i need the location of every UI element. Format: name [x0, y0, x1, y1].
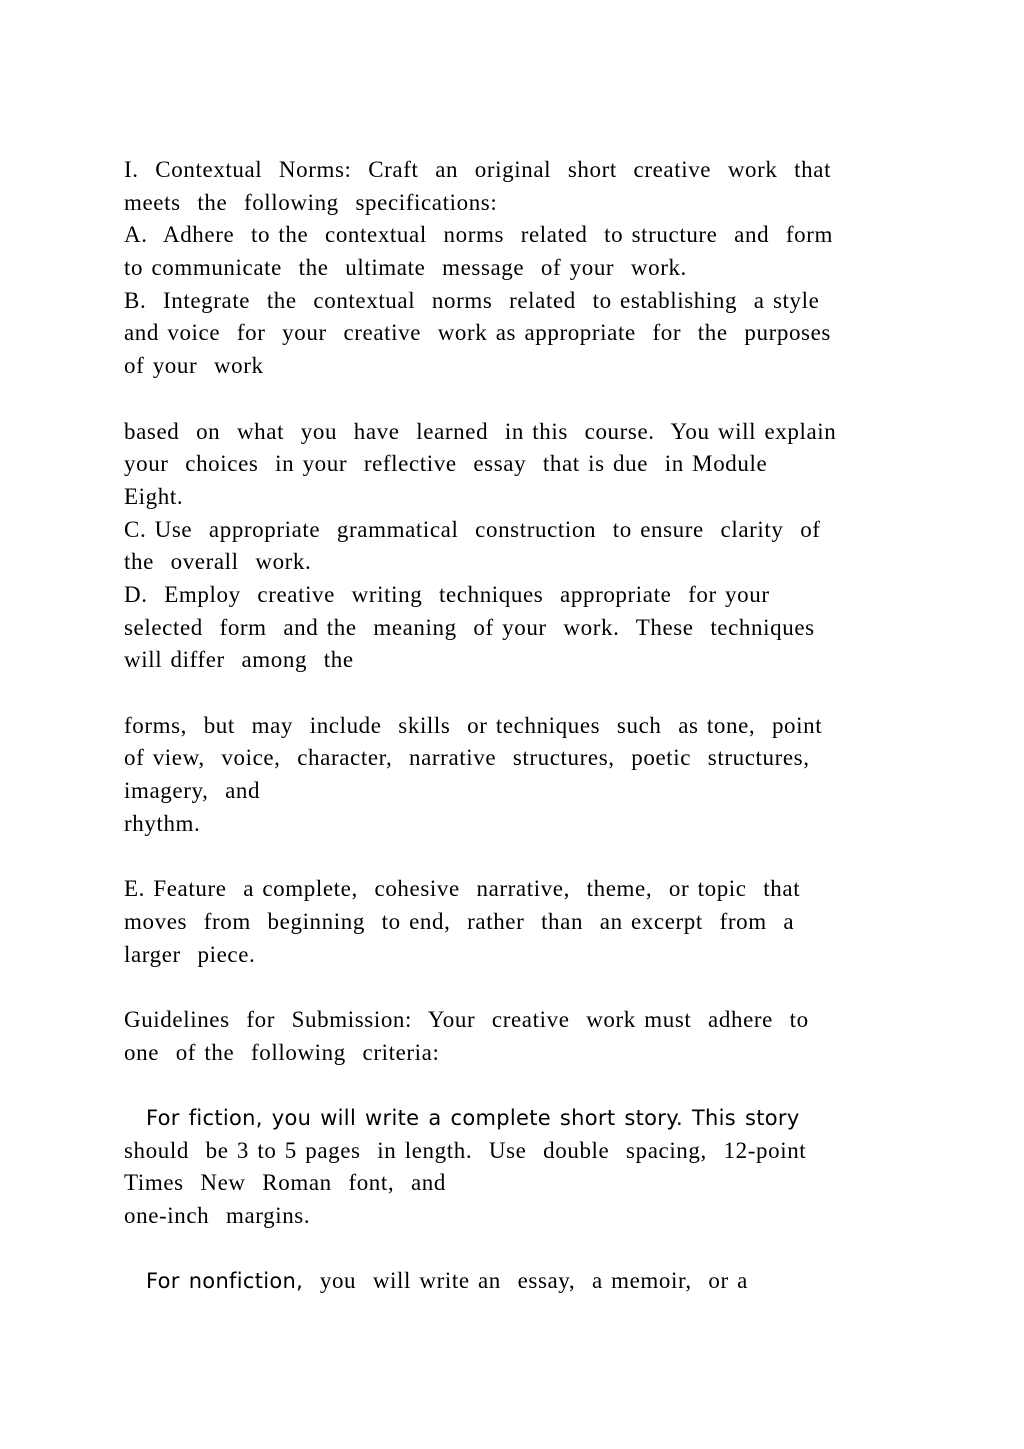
text-line: Guidelines for Submission: Your creative work must adhere to [124, 1006, 809, 1032]
text-line: Eight. [124, 483, 184, 509]
text-line: Times New Roman font, and [124, 1170, 446, 1196]
text-line: larger piece. [124, 941, 256, 967]
blank-line [124, 383, 914, 416]
text-line: I. Contextual Norms: Craft an original short creative work that [124, 157, 832, 182]
bullet-item-fiction [124, 1102, 914, 1135]
blank-line [124, 1233, 914, 1266]
text-line: B. Integrate the contextual norms related to establishing a style [124, 287, 820, 313]
text-line: the overall work. [124, 549, 312, 575]
text-line: to communicate the ultimate message of your work. [124, 255, 687, 281]
blank-line [124, 840, 914, 873]
text-line: A. Adhere to the contextual norms related to structure and form [124, 222, 833, 248]
text-line: E. Feature a complete, cohesive narrative, theme, or topic that [124, 876, 801, 902]
text-line: based on what you have learned in this course. You will explain [124, 418, 837, 444]
text-line: C. Use appropriate grammatical construction to ensure clarity of [124, 516, 821, 542]
blank-line [124, 1069, 914, 1102]
text-line: will differ among the [124, 647, 354, 673]
blank-line [124, 971, 914, 1004]
text-line: should be 3 to 5 pages in length. Use double spacing, 12-point [124, 1137, 807, 1163]
text-line: your choices in your reflective essay that is due in Module [124, 451, 768, 477]
bullet-lead-text: For nonfiction, [146, 1269, 304, 1294]
text-line: rhythm. [124, 810, 201, 836]
text-line: one of the following criteria: [124, 1039, 440, 1065]
text-line: forms, but may include skills or techniques such as tone, point [124, 712, 823, 738]
bullet-lead-text: For fiction, you will write a complete short story. This story [146, 1105, 800, 1130]
text-line: one-inch margins. [124, 1203, 311, 1228]
bullet-rest-text: you will write an essay, a memoir, or a [303, 1268, 748, 1294]
text-line: moves from beginning to end, rather than an excerpt from a [124, 908, 795, 934]
document-page [124, 154, 914, 1298]
blank-line [124, 677, 914, 710]
text-line: imagery, and [124, 778, 261, 804]
text-line: D. Employ creative writing techniques appropriate for your [124, 581, 770, 607]
text-line: meets the following specifications: [124, 189, 498, 215]
text-line: of your work [124, 353, 264, 379]
text-line: selected form and the meaning of your work. These techniques [124, 614, 815, 640]
text-line: of view, voice, character, narrative structures, poetic structures, [124, 745, 810, 771]
text-line: and voice for your creative work as appropriate for the purposes [124, 320, 831, 346]
bullet-item-nonfiction [124, 1265, 914, 1298]
